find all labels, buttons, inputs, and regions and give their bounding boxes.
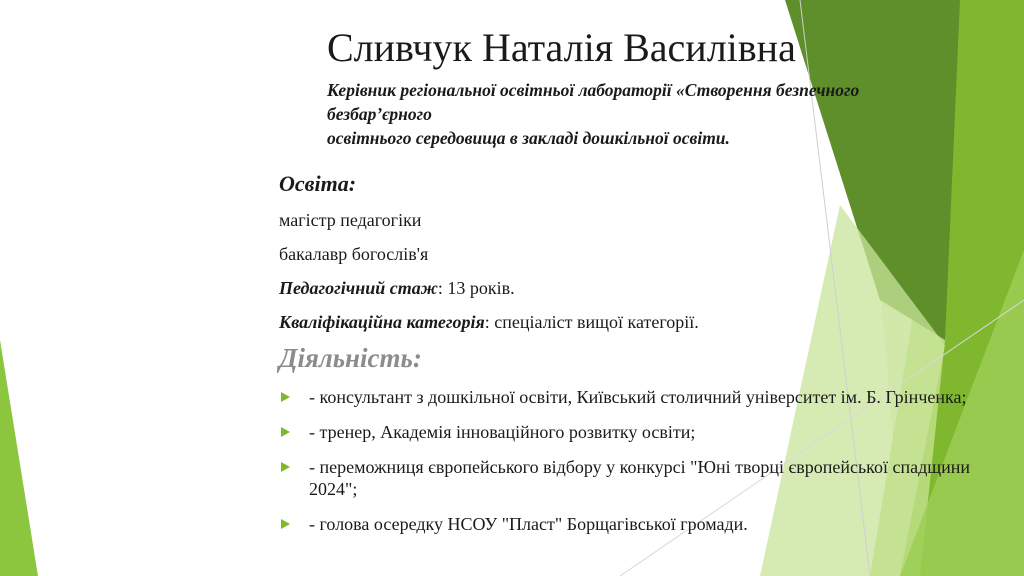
activity-text: - консультант з дошкільної освіти, Київський столичний університет ім. Б. Грінченка; bbox=[309, 387, 967, 407]
qualification-label: Кваліфікаційна категорія bbox=[279, 312, 485, 332]
activity-title: Діяльність: bbox=[279, 343, 422, 373]
bullet-arrow-icon bbox=[281, 392, 290, 402]
bullet-arrow-icon bbox=[281, 519, 290, 529]
person-name: Сливчук Наталія Василівна bbox=[327, 25, 796, 70]
qualification-line bbox=[279, 310, 699, 334]
qualification-value: : спеціаліст вищої категорії. bbox=[484, 312, 699, 332]
education-degree: бакалавр богослів'я bbox=[279, 244, 429, 264]
bullet-arrow-icon bbox=[281, 462, 290, 472]
activity-item bbox=[279, 421, 999, 443]
education-title: Освіта: bbox=[279, 171, 357, 196]
activity-list bbox=[279, 386, 999, 548]
activity-item bbox=[279, 456, 999, 500]
activity-item bbox=[279, 386, 999, 408]
education-degree: магістр педагогіки bbox=[279, 210, 422, 230]
experience-label: Педагогічний стаж bbox=[279, 278, 438, 298]
person-role bbox=[327, 78, 1007, 150]
activity-text: - голова осередку НСОУ "Пласт" Борщагівської громади. bbox=[309, 514, 748, 534]
role-line: Керівник регіональної освітньої лабораторії «Створення безпечного bbox=[327, 80, 860, 100]
activity-text: - тренер, Академія інноваційного розвитку освіти; bbox=[309, 422, 696, 442]
activity-text: - переможниця європейського відбору у конкурсі "Юні творці європейської спадщини 2024"; bbox=[309, 457, 971, 499]
bullet-arrow-icon bbox=[281, 427, 290, 437]
role-line: безбар’єрного bbox=[327, 104, 432, 124]
experience-line bbox=[279, 276, 515, 300]
experience-value: : 13 років. bbox=[437, 278, 515, 298]
role-line: освітнього середовища в закладі дошкільної освіти. bbox=[327, 128, 730, 148]
activity-item bbox=[279, 513, 999, 535]
